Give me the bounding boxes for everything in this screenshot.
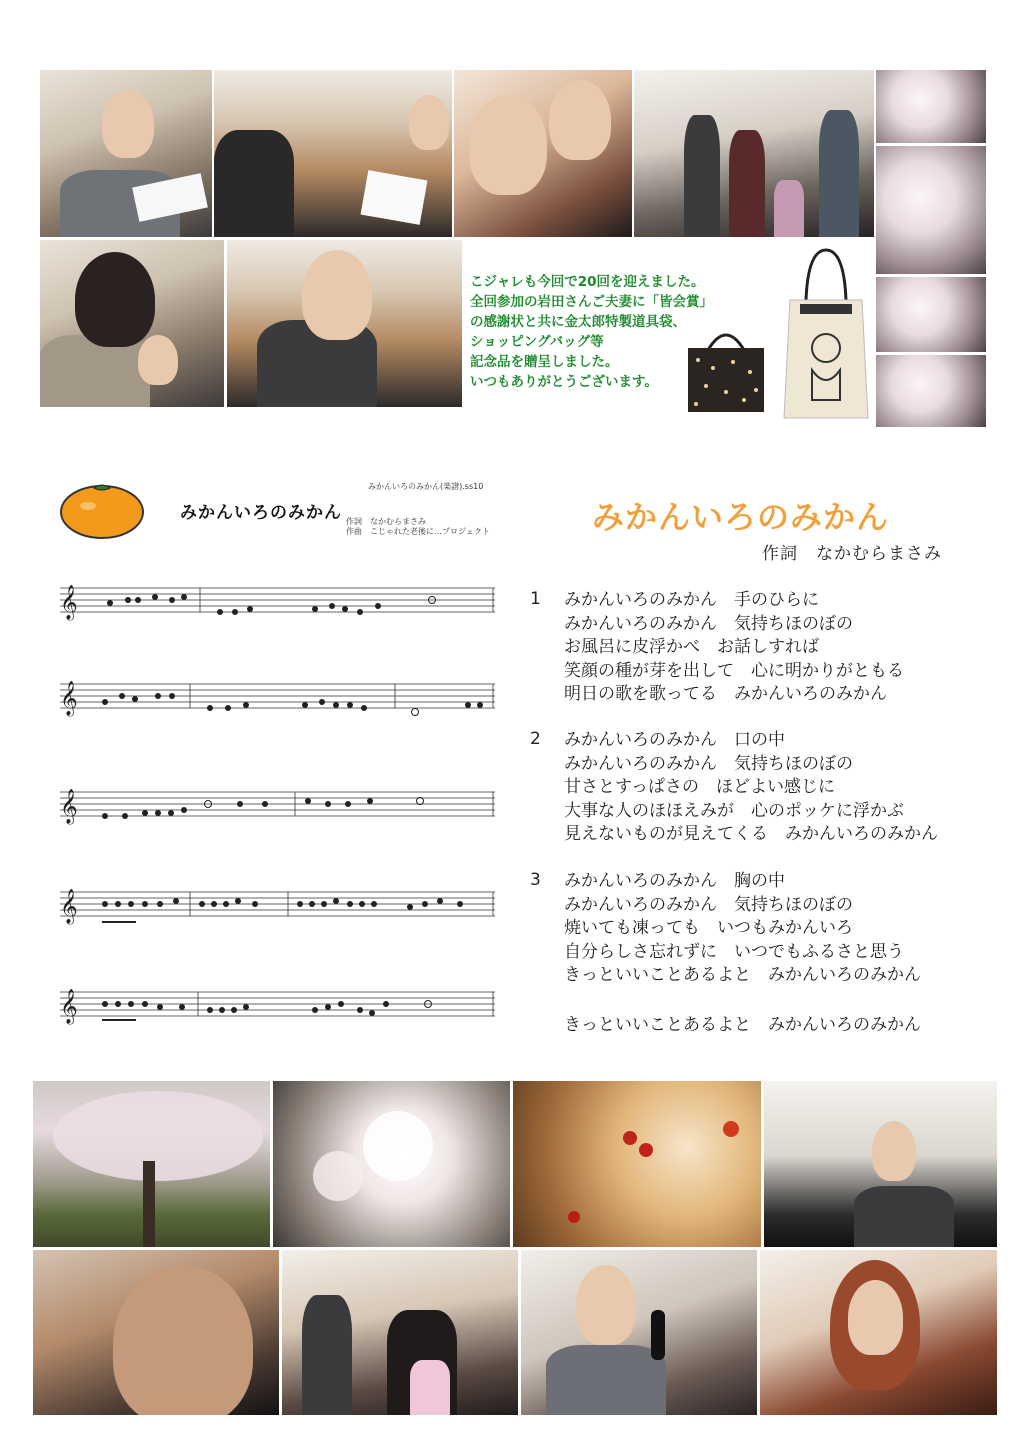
verse-number: 3 (530, 870, 541, 890)
verse-line: みかんいろのみかん 手のひらに (564, 590, 819, 610)
verse-line: みかんいろのみかん 口の中 (564, 730, 785, 750)
photo-handing-certificate (214, 70, 452, 237)
caption-line: いつもありがとうございます。 (470, 374, 658, 390)
photo-cherry-blossom-3 (876, 277, 986, 352)
caption-line: ショッピングバッグ等 (470, 334, 604, 350)
tangerine-icon (58, 478, 146, 540)
lyrics-author: 作詞 なかむらまさみ (762, 544, 942, 564)
verse-line: 笑顔の種が芽を出して 心に明かりがともる (564, 660, 904, 681)
verse-line: 甘さとすっぱさの ほどよい感じに (564, 777, 835, 798)
photo-woman-profile (40, 240, 224, 407)
svg-text:𝄞: 𝄞 (60, 889, 78, 924)
verse-line: 焼いても凍っても いつもみかんいろ (564, 918, 853, 939)
staff-line-4 (60, 884, 495, 928)
photo-cherry-blossom-closeup (273, 1081, 510, 1247)
caption-line: の感謝状と共に金太郎特製道具袋、 (470, 314, 686, 330)
verse-number: 2 (530, 729, 541, 749)
photo-woman-singer (760, 1250, 997, 1415)
photo-cherry-tree (876, 355, 986, 427)
staff-line-3 (60, 784, 495, 828)
staff-line-2 (60, 676, 495, 720)
verse-line: お風呂に皮浮かべ お話しすれば (564, 637, 819, 658)
photo-man-reading (40, 70, 212, 237)
photo-man-closeup (33, 1250, 279, 1415)
photo-cherry-tree-park (33, 1081, 270, 1247)
staff-line-5 (60, 984, 495, 1028)
svg-text:𝄞: 𝄞 (60, 789, 78, 824)
svg-text:𝄞: 𝄞 (60, 585, 78, 620)
photo-laughing-couple (454, 70, 632, 237)
verse-line: みかんいろのみかん 気持ちほのぼの (564, 613, 853, 634)
score-title: みかんいろのみかん (180, 503, 342, 523)
score-filename: みかんいろのみかん(楽譜).ss10 (368, 482, 484, 491)
svg-text:𝄞: 𝄞 (60, 681, 78, 716)
svg-text:𝄞: 𝄞 (60, 989, 78, 1024)
verse-line: 大事な人のほほえみが 心のポッケに浮かぶ (564, 800, 904, 821)
caption-line: こジャレも今回で20回を迎えました。 (470, 274, 705, 290)
verse-line: みかんいろのみかん 胸の中 (564, 871, 785, 891)
lyrics-title: みかんいろのみかん (592, 498, 890, 536)
lyrics-refrain: きっといいことあるよと みかんいろのみかん (564, 1015, 921, 1035)
photo-cherry-blossom-1 (876, 70, 986, 143)
staff-line-1 (60, 580, 495, 624)
photo-cherry-blossom-2 (876, 146, 986, 274)
verse-line: みかんいろのみかん 気持ちほのぼの (564, 894, 853, 915)
verse-line: 明日の歌を歌ってる みかんいろのみかん (564, 684, 887, 705)
verse-line: 自分らしさ忘れずに いつでもふるさと思う (564, 941, 904, 962)
verse-line: みかんいろのみかん 気持ちほのぼの (564, 753, 853, 774)
photo-gathering (634, 70, 874, 237)
shopping-bag-image (678, 320, 774, 416)
photo-women-with-child (282, 1250, 518, 1415)
photo-smiling-man (227, 240, 462, 407)
photo-man-with-microphone (521, 1250, 757, 1415)
kintaro-tool-bag-image (778, 240, 874, 426)
photo-red-berries (513, 1081, 761, 1247)
verse-line: きっといいことあるよと みかんいろのみかん (564, 965, 921, 986)
photo-speaker-at-podium (764, 1081, 997, 1247)
verse-number: 1 (530, 589, 541, 609)
caption-line: 記念品を贈呈しました。 (470, 354, 619, 370)
score-credit: 作詞 なかむらまさみ 作曲 こじゃれた老後に…プロジェクト (346, 517, 490, 536)
verse-line: 見えないものが見えてくる みかんいろのみかん (564, 824, 938, 845)
caption-line: 全回参加の岩田さんご夫妻に「皆会賞」 (470, 294, 713, 310)
